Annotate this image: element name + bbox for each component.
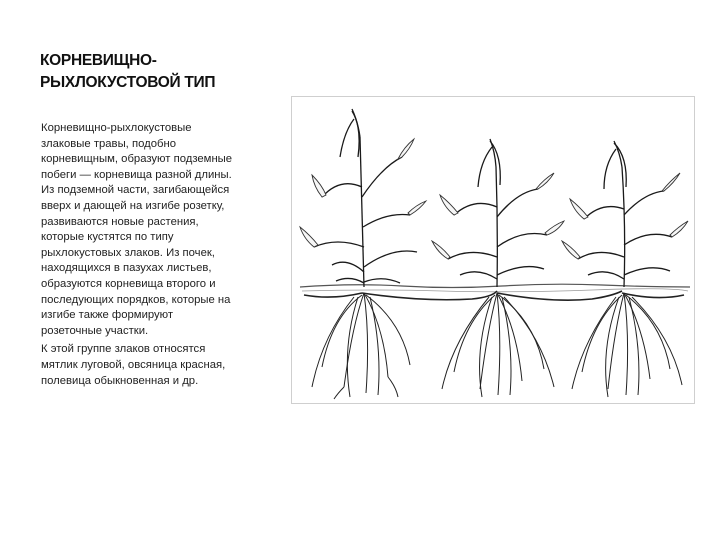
text-line: образуются корневища второго и — [41, 277, 216, 290]
slide-title — [40, 50, 290, 94]
text-line: рыхлокустовых злаков. Из почек, — [41, 246, 215, 259]
text-line: Корневищно-рыхлокустовые — [41, 122, 192, 134]
soil-surface — [300, 284, 690, 292]
text-line: находящихся в пазухах листьев, — [41, 262, 212, 275]
plant-illustration — [291, 96, 695, 404]
text-line: мятлик луговой, овсяница красная, — [41, 358, 226, 371]
plant-1 — [314, 109, 417, 287]
text-line: розеточные участки. — [41, 324, 149, 337]
text-line: вверх и дающей на изгибе розетку, — [41, 199, 225, 212]
grass-roots-drawing — [292, 97, 694, 403]
text-line: корневищным, образуют подземные — [41, 153, 233, 166]
text-line: К этой группе злаков относятся — [41, 343, 206, 356]
plant-2-roots — [442, 293, 554, 397]
text-line: Из подземной части, загибающейся — [41, 184, 230, 197]
text-line: злаковые травы, подобно — [41, 137, 176, 150]
plant-2 — [448, 139, 547, 287]
text-line: изгибе также формируют — [41, 309, 174, 322]
text-line: развиваются новые растения, — [41, 215, 199, 228]
plant-1-roots — [312, 293, 410, 399]
text-line: полевица обыкновенная и др. — [41, 374, 199, 387]
text-line: последующих порядков, которые на — [41, 293, 231, 306]
title-line-2: РЫХЛОКУСТОВОЙ ТИП — [40, 74, 216, 91]
text-line: которые кустятся по типу — [41, 231, 174, 244]
plant-3 — [578, 141, 672, 287]
description-text — [41, 121, 281, 389]
text-line: побеги — корневища разной длины. — [41, 168, 232, 181]
plant-3-roots — [572, 293, 682, 397]
title-line-1: КОРНЕВИЩНО- — [40, 52, 157, 69]
